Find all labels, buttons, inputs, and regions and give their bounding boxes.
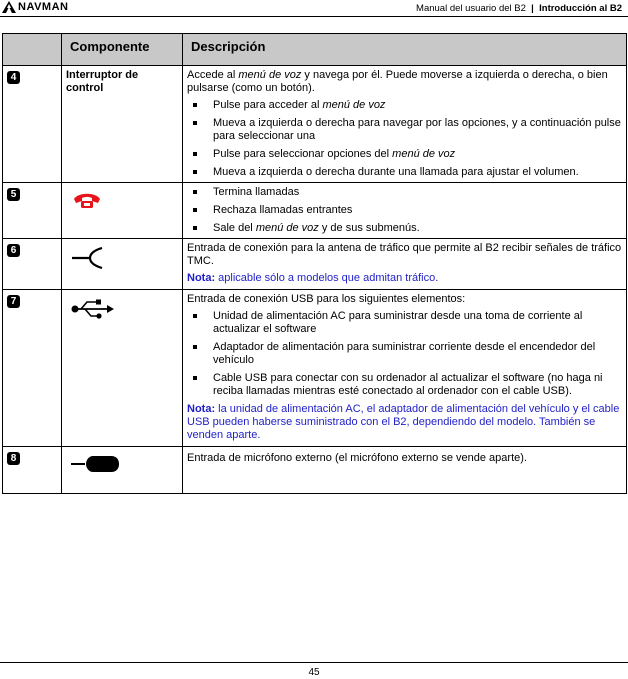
list-item: Pulse para seleccionar opciones del menú de voz: [187, 148, 622, 161]
description-text: Entrada de conexión USB para los siguientes elementos:: [187, 293, 466, 305]
table-row: [3, 66, 627, 183]
component-cell: [62, 66, 183, 183]
number-badge: 4: [7, 71, 20, 84]
row-number-cell: [3, 447, 62, 494]
description-text: Entrada de micrófono externo (el micrófono externo se vende aparte).: [187, 452, 527, 464]
header-cell-description: Descripción: [183, 34, 627, 66]
manual-title: Manual del usuario del B2: [416, 3, 526, 14]
list-item: Unidad de alimentación AC para suministrar desde una toma de corriente al actualizar el software: [187, 310, 622, 336]
navman-logo-icon: [2, 1, 16, 13]
number-badge: 7: [7, 295, 20, 308]
row-number-cell: [3, 290, 62, 447]
footer-divider: [0, 662, 628, 663]
row-number-cell: [3, 66, 62, 183]
bullet-list: [187, 310, 622, 398]
usb-icon: [71, 298, 115, 320]
list-item: Rechaza llamadas entrantes: [187, 204, 622, 217]
table-row: [3, 239, 627, 290]
description-text: Entrada de conexión para la antena de tráfico que permite al B2 recibir señales de tráfico TMC.: [187, 242, 622, 267]
description-cell: [183, 447, 627, 494]
table-header-row: [3, 34, 627, 66]
antenna-connector-icon: [72, 247, 104, 269]
list-item: Adaptador de alimentación para suministrar corriente desde el encendedor del vehículo: [187, 341, 622, 367]
description-cell: [183, 183, 627, 239]
list-item: Cable USB para conectar con su ordenador al actualizar el software (no haga ni reciba llamadas mientras esté conectado al ordenador con el cable USB).: [187, 372, 622, 398]
component-name: Interruptor de control: [66, 69, 139, 94]
table-row: [3, 183, 627, 239]
bullet-list: [187, 186, 622, 235]
row-number-cell: [3, 239, 62, 290]
list-item: Mueva a izquierda o derecha para navegar por las opciones, y a continuación pulse para seleccionar una: [187, 117, 622, 143]
header-cell-component: Componente: [62, 34, 183, 66]
component-cell: [62, 447, 183, 494]
component-cell: [62, 290, 183, 447]
end-call-icon: [72, 191, 102, 209]
list-item: Termina llamadas: [187, 186, 622, 199]
header-title: [416, 3, 622, 14]
component-cell: [62, 239, 183, 290]
note-text: Nota: la unidad de alimentación AC, el adaptador de alimentación del vehículo y el cable USB pueden haberse suministrado con el B2, dependiendo del modelo. También se venden aparte.: [187, 403, 620, 441]
description-cell: [183, 66, 627, 183]
note-text: Nota: aplicable sólo a modelos que admitan tráfico.: [187, 272, 439, 284]
table-row: [3, 290, 627, 447]
page-number: 45: [308, 667, 320, 678]
header-separator: |: [531, 3, 534, 14]
list-item: Mueva a izquierda o derecha durante una llamada para ajustar el volumen.: [187, 166, 622, 179]
table-row: [3, 447, 627, 494]
bullet-list: [187, 99, 622, 179]
component-cell: [62, 183, 183, 239]
section-title: Introducción al B2: [539, 3, 622, 14]
description-cell: [183, 239, 627, 290]
description-text: Accede al menú de voz y navega por él. Puede moverse a izquierda o derecha, o bien pulsarse (como un botón).: [187, 69, 608, 94]
microphone-jack-icon: [71, 455, 121, 473]
components-table: [2, 33, 627, 494]
description-cell: [183, 290, 627, 447]
list-item: Sale del menú de voz y de sus submenús.: [187, 222, 622, 235]
header-cell-number: [3, 34, 62, 66]
list-item: Pulse para acceder al menú de voz: [187, 99, 622, 112]
number-badge: 6: [7, 244, 20, 257]
navman-logo: [2, 1, 68, 13]
page-header: [0, 0, 628, 18]
row-number-cell: [3, 183, 62, 239]
number-badge: 8: [7, 452, 20, 465]
header-divider: [0, 16, 628, 17]
navman-logo-text: NAVMAN: [18, 1, 69, 13]
number-badge: 5: [7, 188, 20, 201]
